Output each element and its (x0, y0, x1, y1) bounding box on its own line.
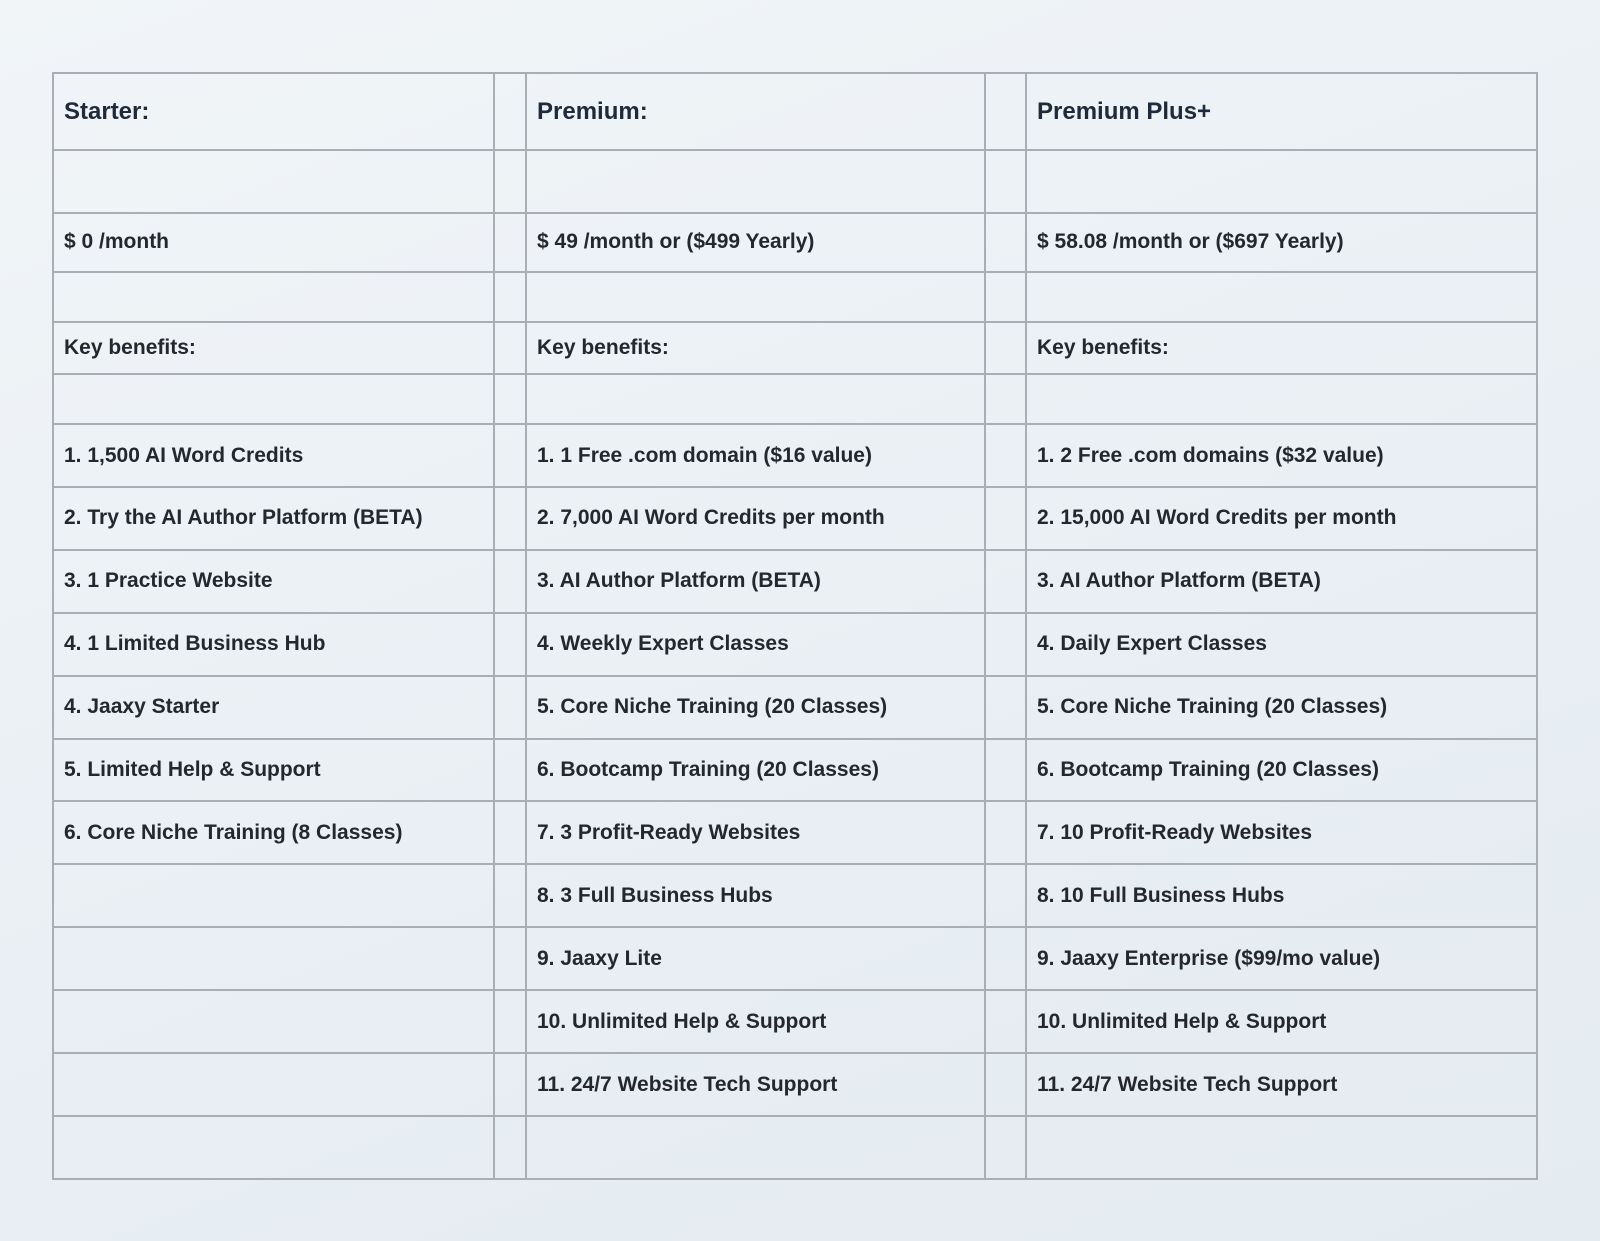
gap-cell (985, 676, 1026, 739)
benefit-cell (53, 1053, 494, 1116)
benefit-cell: 6. Bootcamp Training (20 Classes) (526, 739, 985, 802)
benefit-row (53, 487, 1537, 550)
empty-cell (1026, 272, 1537, 322)
benefit-row (53, 864, 1537, 927)
benefit-cell: 2. 15,000 AI Word Credits per month (1026, 487, 1537, 550)
premium-price: $ 49 /month or ($499 Yearly) (526, 213, 985, 272)
blank-row (53, 374, 1537, 424)
benefit-row (53, 990, 1537, 1053)
gap-cell (494, 487, 526, 550)
gap-cell (985, 487, 1026, 550)
benefit-cell (53, 927, 494, 990)
empty-cell (526, 272, 985, 322)
empty-cell (53, 374, 494, 424)
benefit-row (53, 550, 1537, 613)
benefit-cell (53, 990, 494, 1053)
gap-cell (985, 213, 1026, 272)
benefit-cell: 6. Bootcamp Training (20 Classes) (1026, 739, 1537, 802)
gap-cell (985, 550, 1026, 613)
premium-key-benefits-label: Key benefits: (526, 322, 985, 375)
benefit-cell: 10. Unlimited Help & Support (1026, 990, 1537, 1053)
pricing-sheet (52, 72, 1536, 1180)
benefit-cell: 4. Weekly Expert Classes (526, 613, 985, 676)
premium-plus-key-benefits-label: Key benefits: (1026, 322, 1537, 375)
gap-cell (494, 213, 526, 272)
empty-cell (526, 1116, 985, 1179)
gap-cell (494, 1053, 526, 1116)
plan-title-row (53, 73, 1537, 150)
gap-cell (985, 73, 1026, 150)
benefit-cell: 10. Unlimited Help & Support (526, 990, 985, 1053)
benefit-cell: 8. 3 Full Business Hubs (526, 864, 985, 927)
benefit-cell: 7. 3 Profit-Ready Websites (526, 801, 985, 864)
gap-cell (985, 801, 1026, 864)
benefit-cell: 8. 10 Full Business Hubs (1026, 864, 1537, 927)
benefit-row (53, 676, 1537, 739)
gap-cell (494, 739, 526, 802)
gap-cell (985, 424, 1026, 487)
gap-cell (494, 374, 526, 424)
gap-cell (494, 1116, 526, 1179)
gap-cell (494, 272, 526, 322)
blank-row (53, 150, 1537, 213)
benefit-cell: 9. Jaaxy Enterprise ($99/mo value) (1026, 927, 1537, 990)
benefit-cell: 1. 1 Free .com domain ($16 value) (526, 424, 985, 487)
benefit-cell: 11. 24/7 Website Tech Support (1026, 1053, 1537, 1116)
benefit-cell: 6. Core Niche Training (8 Classes) (53, 801, 494, 864)
blank-row (53, 272, 1537, 322)
benefit-cell: 7. 10 Profit-Ready Websites (1026, 801, 1537, 864)
key-benefits-row (53, 322, 1537, 375)
empty-cell (53, 150, 494, 213)
gap-cell (494, 73, 526, 150)
gap-cell (494, 927, 526, 990)
benefit-row (53, 801, 1537, 864)
gap-cell (985, 374, 1026, 424)
gap-cell (494, 990, 526, 1053)
gap-cell (985, 1053, 1026, 1116)
gap-cell (494, 613, 526, 676)
gap-cell (494, 424, 526, 487)
empty-cell (1026, 1116, 1537, 1179)
gap-cell (985, 1116, 1026, 1179)
gap-cell (985, 739, 1026, 802)
empty-cell (53, 272, 494, 322)
gap-cell (985, 322, 1026, 375)
gap-cell (985, 927, 1026, 990)
gap-cell (494, 801, 526, 864)
benefit-cell: 3. 1 Practice Website (53, 550, 494, 613)
empty-cell (1026, 374, 1537, 424)
benefit-cell: 2. 7,000 AI Word Credits per month (526, 487, 985, 550)
benefit-row (53, 424, 1537, 487)
benefit-cell: 5. Core Niche Training (20 Classes) (1026, 676, 1537, 739)
empty-cell (53, 1116, 494, 1179)
premium-title: Premium: (526, 73, 985, 150)
benefit-cell: 4. Daily Expert Classes (1026, 613, 1537, 676)
empty-cell (526, 150, 985, 213)
benefit-cell: 3. AI Author Platform (BETA) (526, 550, 985, 613)
gap-cell (494, 150, 526, 213)
benefit-row (53, 739, 1537, 802)
benefit-cell: 1. 1,500 AI Word Credits (53, 424, 494, 487)
empty-cell (1026, 150, 1537, 213)
gap-cell (985, 864, 1026, 927)
benefit-cell: 11. 24/7 Website Tech Support (526, 1053, 985, 1116)
gap-cell (985, 990, 1026, 1053)
pricing-table (52, 72, 1538, 1180)
gap-cell (494, 550, 526, 613)
starter-title: Starter: (53, 73, 494, 150)
benefit-row (53, 927, 1537, 990)
starter-key-benefits-label: Key benefits: (53, 322, 494, 375)
gap-cell (985, 613, 1026, 676)
benefit-cell: 5. Core Niche Training (20 Classes) (526, 676, 985, 739)
benefit-cell: 4. 1 Limited Business Hub (53, 613, 494, 676)
premium-plus-title: Premium Plus+ (1026, 73, 1537, 150)
gap-cell (494, 864, 526, 927)
benefit-cell: 9. Jaaxy Lite (526, 927, 985, 990)
benefit-row (53, 1053, 1537, 1116)
benefit-cell (53, 864, 494, 927)
price-row (53, 213, 1537, 272)
benefit-cell: 5. Limited Help & Support (53, 739, 494, 802)
gap-cell (985, 272, 1026, 322)
starter-price: $ 0 /month (53, 213, 494, 272)
gap-cell (494, 322, 526, 375)
benefit-cell: 4. Jaaxy Starter (53, 676, 494, 739)
benefit-cell: 3. AI Author Platform (BETA) (1026, 550, 1537, 613)
gap-cell (494, 676, 526, 739)
blank-row (53, 1116, 1537, 1179)
benefit-cell: 2. Try the AI Author Platform (BETA) (53, 487, 494, 550)
benefit-cell: 1. 2 Free .com domains ($32 value) (1026, 424, 1537, 487)
empty-cell (526, 374, 985, 424)
benefit-row (53, 613, 1537, 676)
gap-cell (985, 150, 1026, 213)
premium-plus-price: $ 58.08 /month or ($697 Yearly) (1026, 213, 1537, 272)
